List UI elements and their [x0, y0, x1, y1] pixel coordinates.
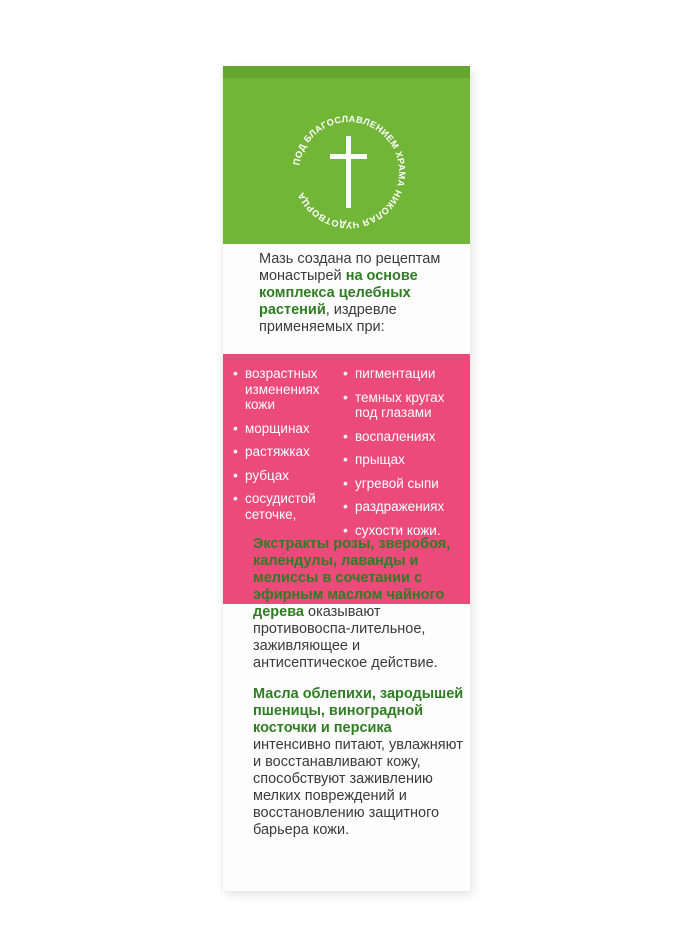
- oils-paragraph: Масла облепихи, зародышей пшеницы, виноградной косточки и персика интенсивно питают, увлажняют и восстанавливают кожу, способствуют заживлению мелких повреждений и восстановлению защитного барьера кожи.: [253, 686, 464, 838]
- conditions-list-right: [343, 366, 468, 546]
- product-box: [223, 66, 470, 891]
- list-item: • возрастных изменениях кожи: [233, 366, 348, 413]
- extracts-paragraph: Экстракты розы, зверобоя, календулы, лаванды и мелиссы в сочетании с эфирным маслом чайного дерева оказывают противовоспа-лительное, заживляющее и антисептическое действие.: [253, 536, 451, 671]
- list-item: • темных кругах под глазами: [343, 390, 468, 421]
- seal-text: ПОД БЛАГОСЛАВЛЕНИЕМ ХРАМА НИКОЛАЯ ЧУДОТВОРЦА: [291, 113, 408, 231]
- list-item: • прыщах: [343, 452, 468, 468]
- list-item: • растяжках: [233, 444, 348, 460]
- cross-seal-icon: [285, 108, 413, 236]
- list-item: • воспалениях: [343, 429, 468, 445]
- list-item: • раздражениях: [343, 499, 468, 515]
- box-flap: [223, 66, 470, 78]
- green-panel: [223, 66, 470, 244]
- list-item: • угревой сыпи: [343, 476, 468, 492]
- intro-text: Мазь создана по рецептам монастырей на основе комплекса целебных растений, издревле применяемых при:: [259, 251, 441, 335]
- list-item: • сухости кожи.: [343, 523, 468, 539]
- list-item: • рубцах: [233, 468, 348, 484]
- cross-horizontal: [330, 154, 367, 159]
- list-item: • пигментации: [343, 366, 468, 382]
- conditions-list-left: [233, 366, 348, 530]
- list-item: • сосудистой сеточке,: [233, 491, 348, 522]
- cross-vertical: [346, 136, 351, 208]
- seal-emblem: [285, 108, 413, 236]
- list-item: • морщинах: [233, 421, 348, 437]
